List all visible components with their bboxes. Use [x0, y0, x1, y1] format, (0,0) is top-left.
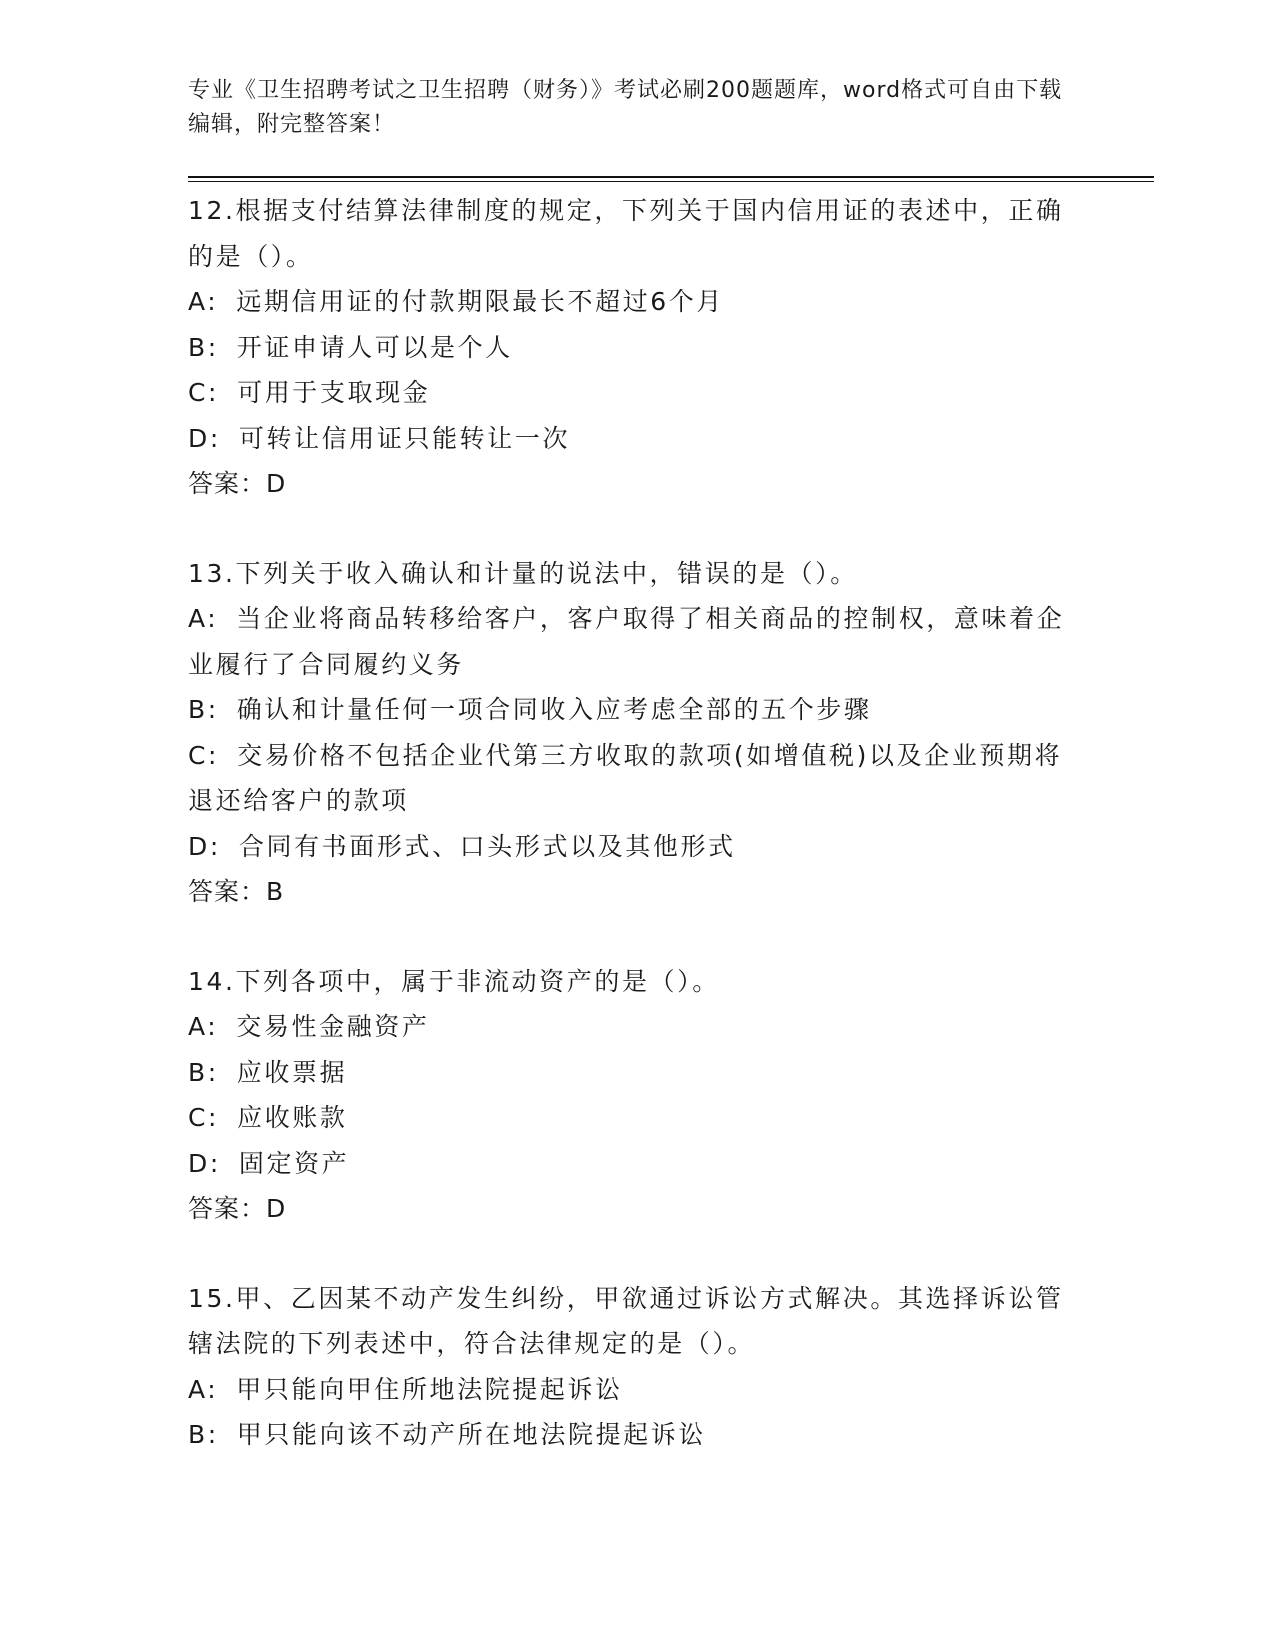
option-d: [188, 824, 1068, 870]
question-13: [188, 551, 1068, 915]
option-letter: C:: [188, 1103, 220, 1132]
option-text: 固定资产: [238, 1148, 350, 1178]
option-letter: D:: [188, 1148, 221, 1178]
option-letter: A:: [188, 1012, 219, 1041]
question-stem: 15.甲、乙因某不动产发生纠纷，甲欲通过诉讼方式解决。其选择诉讼管辖法院的下列表述中，符合法律规定的是（）。: [188, 1283, 1064, 1358]
option-letter: B:: [188, 1057, 219, 1087]
option-letter: B:: [188, 695, 219, 724]
option-text: 应收账款: [237, 1103, 348, 1132]
answer-value: D: [266, 469, 287, 498]
document-header: 专业《卫生招聘考试之卫生招聘（财务）》考试必刷200题题库，word格式可自由下载编辑，附完整答案！: [188, 78, 1063, 137]
question-12: [188, 188, 1068, 507]
answer-label: 答案：: [188, 877, 267, 906]
question-15: [188, 1276, 1068, 1458]
option-letter: B:: [188, 1420, 219, 1449]
header-divider-thin: [188, 181, 1154, 182]
question-stem: 13.下列关于收入确认和计量的说法中，错误的是（）。: [188, 558, 858, 588]
option-text: 交易性金融资产: [236, 1012, 430, 1041]
option-b: [188, 687, 1068, 733]
option-b: [188, 325, 1068, 371]
option-text: 可用于支取现金: [237, 378, 431, 407]
option-text: 可转让信用证只能转让一次: [238, 423, 571, 453]
question-stem: 14.下列各项中，属于非流动资产的是（）。: [188, 966, 720, 996]
option-letter: A:: [188, 287, 219, 316]
option-text: 确认和计量任何一项合同收入应考虑全部的五个步骤: [236, 695, 872, 724]
option-a: [188, 596, 1068, 687]
header-divider-thick: [188, 176, 1154, 178]
option-text: 远期信用证的付款期限最长不超过6个月: [236, 287, 725, 316]
option-d: [188, 416, 1068, 462]
option-c: [188, 1095, 1068, 1141]
option-text: 合同有书面形式、口头形式以及其他形式: [238, 831, 736, 861]
option-a: [188, 279, 1068, 325]
answer-line: [188, 461, 1068, 507]
option-text: 开证申请人可以是个人: [236, 332, 513, 362]
option-text: 甲只能向甲住所地法院提起诉讼: [236, 1374, 623, 1404]
option-b: [188, 1050, 1068, 1096]
option-a: [188, 1004, 1068, 1050]
option-letter: A:: [188, 1374, 219, 1404]
option-text: 当企业将商品转移给客户，客户取得了相关商品的控制权，意味着企业履行了合同履约义务: [188, 604, 1065, 679]
option-c: [188, 370, 1068, 416]
option-text: 甲只能向该不动产所在地法院提起诉讼: [236, 1420, 706, 1449]
answer-line: [188, 869, 1068, 915]
answer-value: B: [266, 877, 285, 906]
question-list: [188, 188, 1068, 1502]
option-letter: D:: [188, 423, 221, 453]
question-stem: 12.根据支付结算法律制度的规定，下列关于国内信用证的表述中，正确的是（）。: [188, 196, 1064, 271]
option-b: [188, 1412, 1068, 1458]
option-letter: D:: [188, 831, 221, 861]
option-letter: B:: [188, 332, 219, 362]
option-text: 应收票据: [236, 1057, 348, 1087]
option-letter: C:: [188, 378, 220, 407]
option-d: [188, 1141, 1068, 1187]
option-a: [188, 1367, 1068, 1413]
answer-value: D: [266, 1194, 287, 1223]
option-letter: C:: [188, 740, 220, 770]
option-letter: A:: [188, 604, 219, 633]
option-text: 交易价格不包括企业代第三方收取的款项(如增值税)以及企业预期将退还给客户的款项: [188, 740, 1063, 815]
question-14: [188, 959, 1068, 1232]
answer-label: 答案：: [188, 469, 267, 498]
option-c: [188, 733, 1068, 824]
answer-line: [188, 1186, 1068, 1232]
answer-label: 答案：: [188, 1194, 267, 1223]
